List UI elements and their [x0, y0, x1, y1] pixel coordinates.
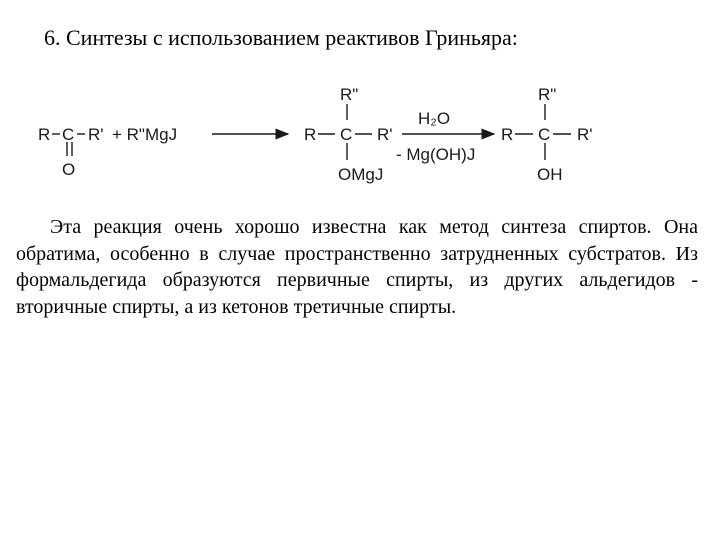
intermediate-r-left: R: [304, 125, 317, 144]
product-c: C: [538, 125, 551, 144]
explanation-paragraph: Эта реакция очень хорошо известна как метод синтеза спиртов. Она обратима, особенно в случае пространственно затрудненных субстратов. Из формальдегида образуются первичные спирты, из других альдегидов - вторичные спирты, а из кетонов третичные спирты.: [16, 216, 698, 318]
carbonyl-r-right: R': [88, 125, 104, 144]
product-r-left: R: [501, 125, 514, 144]
product-r-right: R': [577, 125, 593, 144]
product-bottom: OH: [537, 165, 563, 184]
intermediate-bottom: OMgJ: [338, 165, 384, 184]
product-top: R": [538, 85, 557, 104]
carbonyl-c: C: [62, 125, 75, 144]
grignard-reagent: + R"MgJ: [112, 125, 178, 144]
arrow-2-reagent: H₂O: [418, 109, 451, 128]
intermediate-r-right: R': [377, 125, 393, 144]
carbonyl-r-left: R: [38, 125, 51, 144]
intermediate-top: R": [340, 85, 359, 104]
grignard-reaction-scheme: [0, 0, 720, 200]
carbonyl-o: O: [62, 160, 76, 179]
slide-title: 6. Синтезы с использованием реактивов Гриньяра:: [44, 25, 518, 50]
intermediate-c: C: [340, 125, 353, 144]
arrow-2-byproduct: - Mg(OH)J: [396, 145, 476, 164]
